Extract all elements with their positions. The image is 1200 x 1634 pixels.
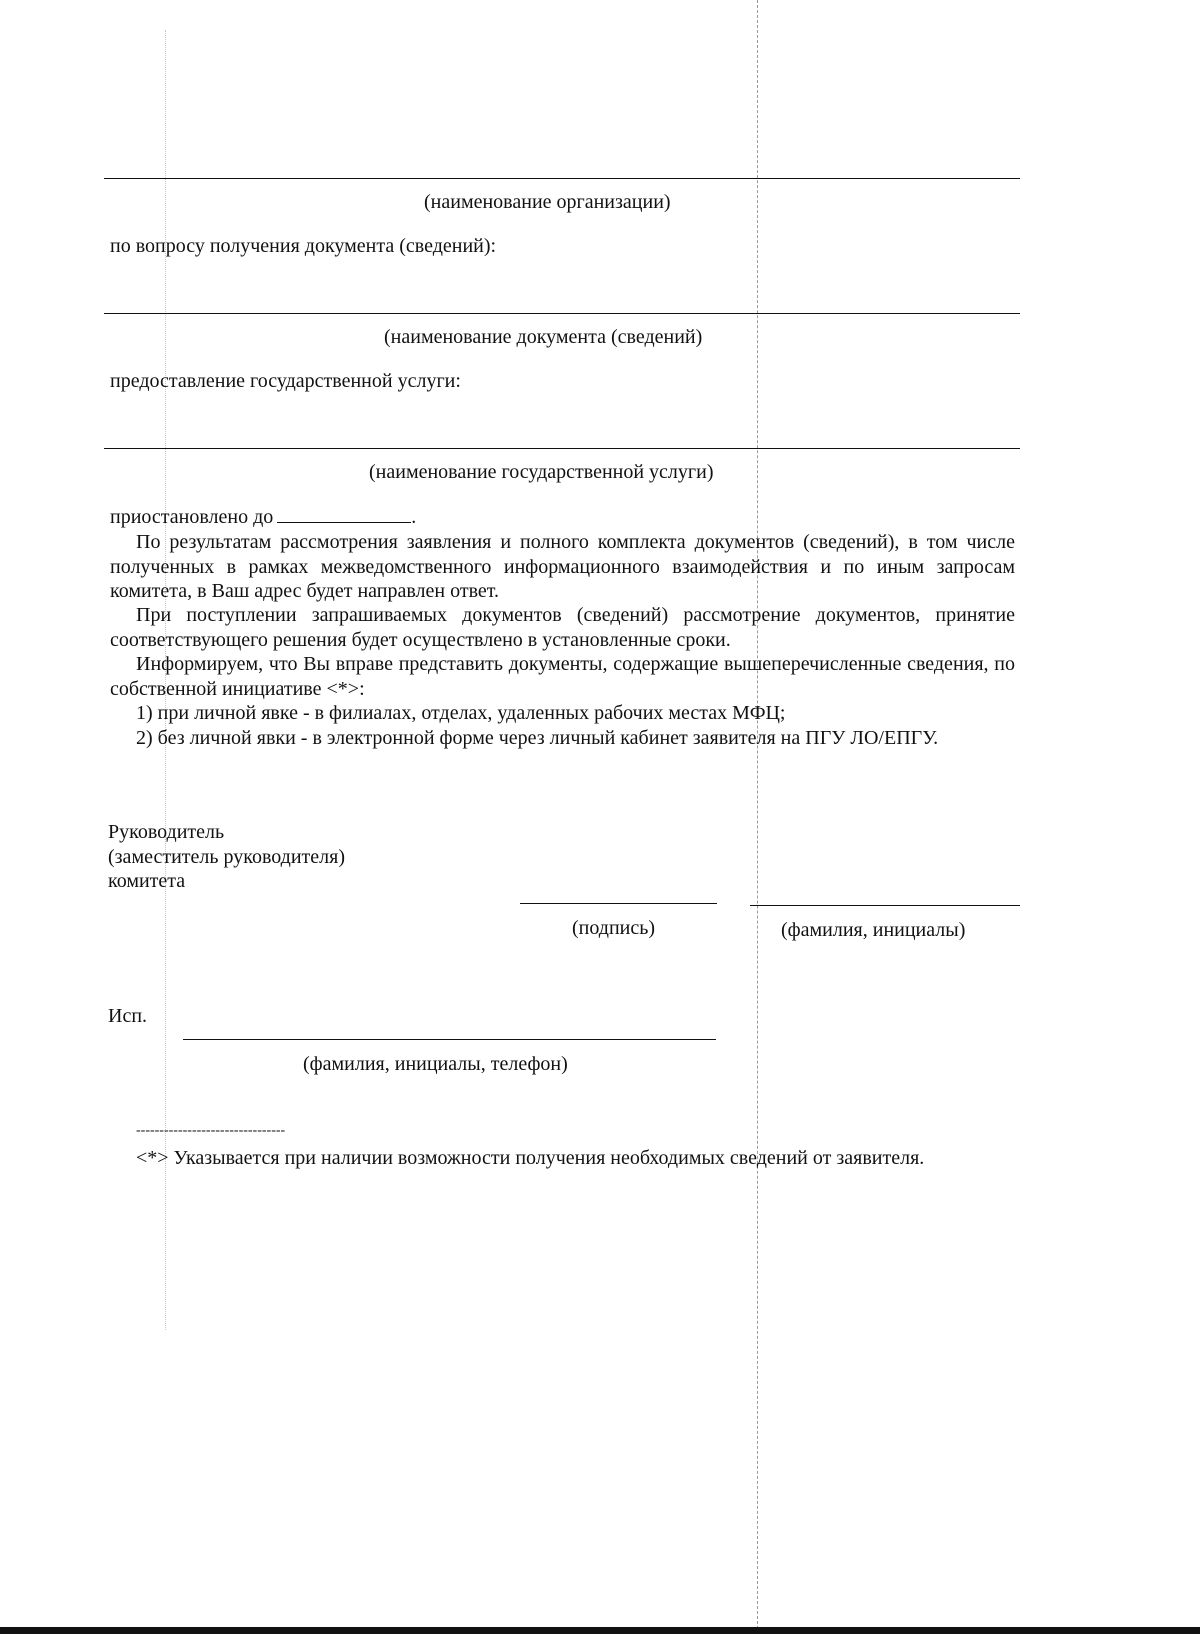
footnote-separator: --------------------------------	[136, 1123, 286, 1138]
service-underline	[104, 448, 1020, 449]
request-line: по вопросу получения документа (сведений):	[110, 235, 497, 257]
executor-underline	[183, 1039, 716, 1040]
suspended-line	[110, 504, 416, 529]
scan-fold-line	[757, 0, 758, 1634]
suspended-label: приостановлено до	[110, 506, 274, 528]
suspended-date-blank	[277, 504, 411, 523]
service-line: предоставление государственной услуги:	[110, 370, 461, 392]
caption-name: (фамилия, инициалы)	[781, 919, 966, 941]
signatory-deputy: (заместитель руководителя)	[108, 846, 346, 868]
scan-bottom-edge	[0, 1627, 1200, 1634]
paragraph-inform: Информируем, что Вы вправе представить документы, содержащие вышеперечисленные сведения, по собственной инициативе <*>:	[110, 653, 1015, 700]
name-underline	[750, 905, 1020, 906]
signatory-committee: комитета	[108, 870, 186, 892]
list-item-personal: 1) при личной явке - в филиалах, отделах, удаленных рабочих местах МФЦ;	[136, 702, 786, 724]
executor-label: Исп.	[108, 1005, 148, 1027]
caption-document: (наименование документа (сведений)	[384, 326, 703, 348]
paragraph-result: По результатам рассмотрения заявления и полного комплекта документов (сведений), в том числе полученных в рамках межведомственного информационного взаимодействия и по иным запросам комитета, в Ваш адрес будет направлен ответ.	[110, 531, 1015, 602]
footnote-text: <*> Указывается при наличии возможности получения необходимых сведений от заявителя.	[136, 1147, 925, 1169]
paragraph-deadline: При поступлении запрашиваемых документов (сведений) рассмотрение документов, принятие соответствующего решения будет осуществлено в установленные сроки.	[110, 604, 1015, 651]
list-item-online: 2) без личной явки - в электронной форме через личный кабинет заявителя на ПГУ ЛО/ЕПГУ.	[136, 727, 939, 749]
suspended-end: .	[411, 506, 417, 528]
organization-underline	[104, 178, 1020, 179]
document-underline	[104, 313, 1020, 314]
caption-service: (наименование государственной услуги)	[369, 461, 714, 483]
caption-organization: (наименование организации)	[424, 191, 671, 213]
caption-signature: (подпись)	[572, 917, 656, 939]
caption-executor: (фамилия, инициалы, телефон)	[303, 1053, 568, 1075]
signature-underline	[520, 903, 717, 904]
signatory-title: Руководитель	[108, 821, 225, 843]
